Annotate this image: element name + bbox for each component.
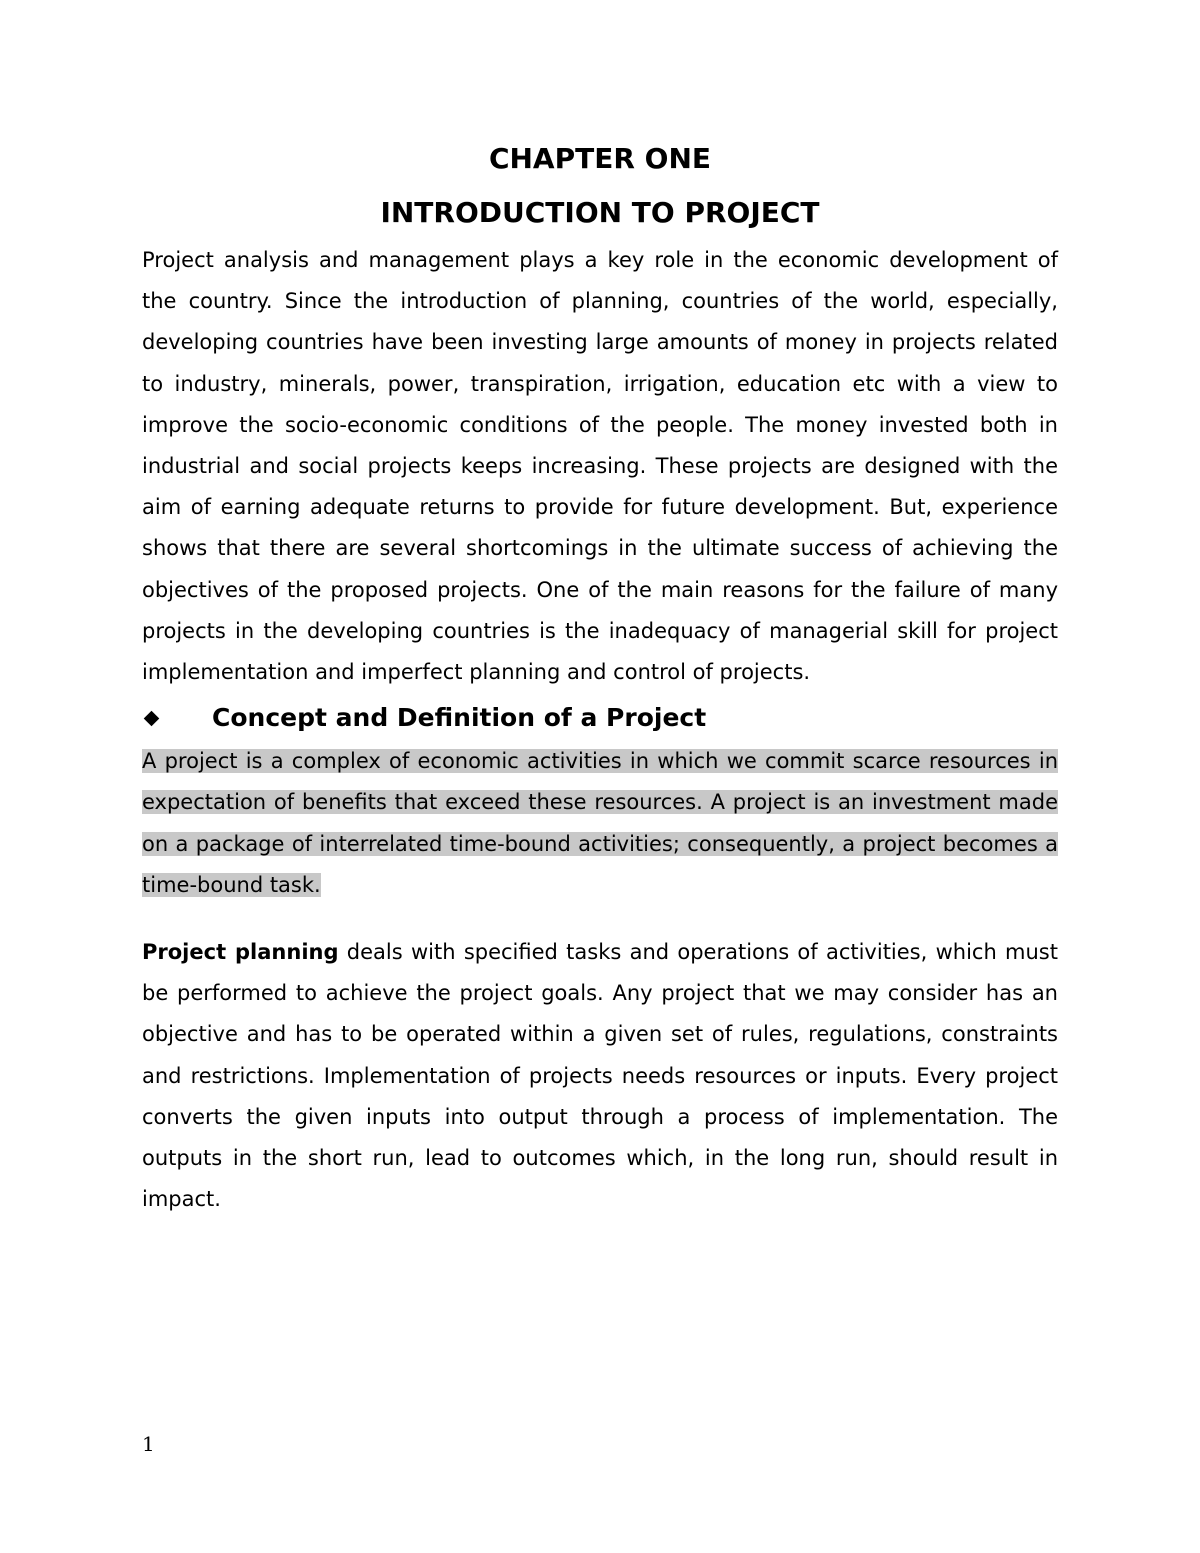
planning-paragraph: [142, 932, 1058, 1220]
definition-paragraph: [142, 741, 1058, 906]
diamond-bullet-icon: [144, 710, 160, 726]
page-number: 1: [142, 1432, 155, 1456]
highlighted-text: A project is a complex of economic activities in which we commit scarce resources in expectation of benefits that exceed these resources. A project is an investment made on a package of interrelated time-bound activities; consequently, a project becomes a time-bound task.: [142, 749, 1058, 897]
section-heading-text: Concept and Definition of a Project: [212, 703, 707, 733]
intro-paragraph: Project analysis and management plays a key role in the economic development of the country. Since the introduction of planning, countries of the world, especially, developing countries have been investing large amounts of money in projects related to industry, minerals, power, transpiration, irrigation, education etc with a view to improve the socio-economic conditions of the people. The money invested both in industrial and social projects keeps increasing. These projects are designed with the aim of earning adequate returns to provide for future development. But, experience shows that there are several shortcomings in the ultimate success of achieving the objectives of the proposed projects. One of the main reasons for the failure of many projects in the developing countries is the inadequacy of managerial skill for project implementation and imperfect planning and control of projects.: [142, 248, 1058, 685]
chapter-label: CHAPTER ONE: [488, 142, 712, 175]
document-page: [142, 138, 1058, 1220]
planning-term: Project planning: [142, 940, 339, 965]
planning-text: deals with specified tasks and operations of activities, which must be performed to achieve the project goals. Any project that we may consider has an objective and has to be operated within a given set of rules, regulations, constraints and restrictions. Implementation of projects needs resources or inputs. Every project converts the given inputs into output through a process of implementation. The outputs in the short run, lead to outcomes which, in the long run, should result in impact.: [142, 940, 1058, 1212]
section-heading: [142, 695, 1058, 741]
chapter-title: INTRODUCTION TO PROJECT: [380, 196, 820, 229]
